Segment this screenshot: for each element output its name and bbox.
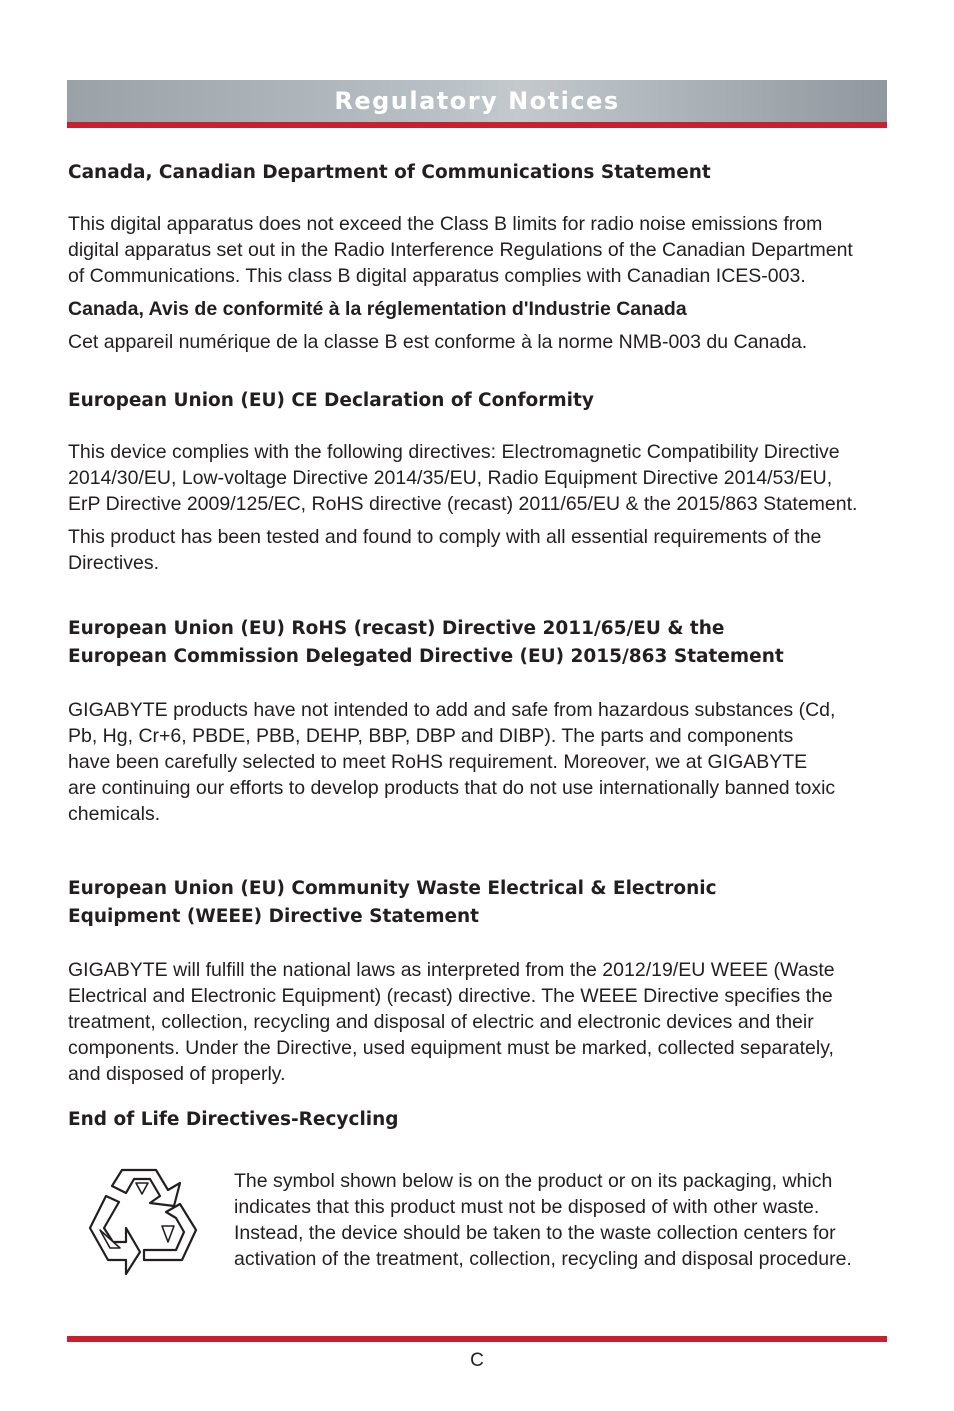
header-divider xyxy=(67,122,887,128)
canada-fr-body: Cet appareil numérique de la classe B est conforme à la norme NMB-003 du Canada. xyxy=(68,331,808,353)
weee-heading-line: European Union (EU) Community Waste Electrical & Electronic xyxy=(68,878,717,899)
eu-ce-body-line: ErP Directive 2009/125/EC, RoHS directive (recast) 2011/65/EU & the 2015/863 Statement. xyxy=(68,493,858,515)
eol-body-line: Instead, the device should be taken to the waste collection centers for xyxy=(234,1222,836,1244)
eu-ce-body-line: This device complies with the following directives: Electromagnetic Compatibility Directive xyxy=(68,441,840,463)
header-banner xyxy=(67,80,887,122)
canada-fr-heading: Canada, Avis de conformité à la réglementation d'Industrie Canada xyxy=(68,298,687,320)
eu-ce-heading: European Union (EU) CE Declaration of Conformity xyxy=(68,390,594,411)
rohs-body-line: chemicals. xyxy=(68,803,161,825)
rohs-body-line: GIGABYTE products have not intended to add and safe from hazardous substances (Cd, xyxy=(68,699,836,721)
eol-heading: End of Life Directives-Recycling xyxy=(68,1109,399,1130)
weee-body-line: components. Under the Directive, used equipment must be marked, collected separately, xyxy=(68,1037,834,1059)
eu-ce-body-line: Directives. xyxy=(68,552,160,574)
eol-body-line: indicates that this product must not be disposed of with other waste. xyxy=(234,1196,820,1218)
eu-ce-body-line: 2014/30/EU, Low-voltage Directive 2014/35/EU, Radio Equipment Directive 2014/53/EU, xyxy=(68,467,833,489)
rohs-body-line: are continuing our efforts to develop products that do not use internationally banned toxic xyxy=(68,777,836,799)
page-number: C xyxy=(470,1350,484,1371)
canada-body-line: This digital apparatus does not exceed the Class B limits for radio noise emissions from xyxy=(68,213,823,235)
weee-body-line: and disposed of properly. xyxy=(68,1063,286,1085)
rohs-body-line: Pb, Hg, Cr+6, PBDE, PBB, DEHP, BBP, DBP and DIBP). The parts and components xyxy=(68,725,794,747)
weee-body-line: treatment, collection, recycling and disposal of electric and electronic devices and their xyxy=(68,1011,814,1033)
weee-body-line: Electrical and Electronic Equipment) (recast) directive. The WEEE Directive specifies the xyxy=(68,985,833,1007)
weee-heading-line: Equipment (WEEE) Directive Statement xyxy=(68,906,480,927)
eol-body-line: The symbol shown below is on the product or on its packaging, which xyxy=(234,1170,833,1192)
canada-heading: Canada, Canadian Department of Communications Statement xyxy=(68,162,711,183)
footer-divider xyxy=(67,1336,887,1342)
page-title: Regulatory Notices xyxy=(334,87,620,115)
weee-body-line: GIGABYTE will fulfill the national laws as interpreted from the 2012/19/EU WEEE (Waste xyxy=(68,959,835,981)
canada-body-line: of Communications. This class B digital apparatus complies with Canadian ICES-003. xyxy=(68,265,806,287)
canada-body-line: digital apparatus set out in the Radio Interference Regulations of the Canadian Department xyxy=(68,239,853,261)
recycling-symbol-icon xyxy=(82,1166,200,1280)
rohs-heading-line: European Commission Delegated Directive (EU) 2015/863 Statement xyxy=(68,646,784,667)
rohs-body-line: have been carefully selected to meet RoHS requirement. Moreover, we at GIGABYTE xyxy=(68,751,808,773)
eu-ce-body-line: This product has been tested and found to comply with all essential requirements of the xyxy=(68,526,822,548)
rohs-heading-line: European Union (EU) RoHS (recast) Directive 2011/65/EU & the xyxy=(68,618,725,639)
eol-body-line: activation of the treatment, collection, recycling and disposal procedure. xyxy=(234,1248,852,1270)
